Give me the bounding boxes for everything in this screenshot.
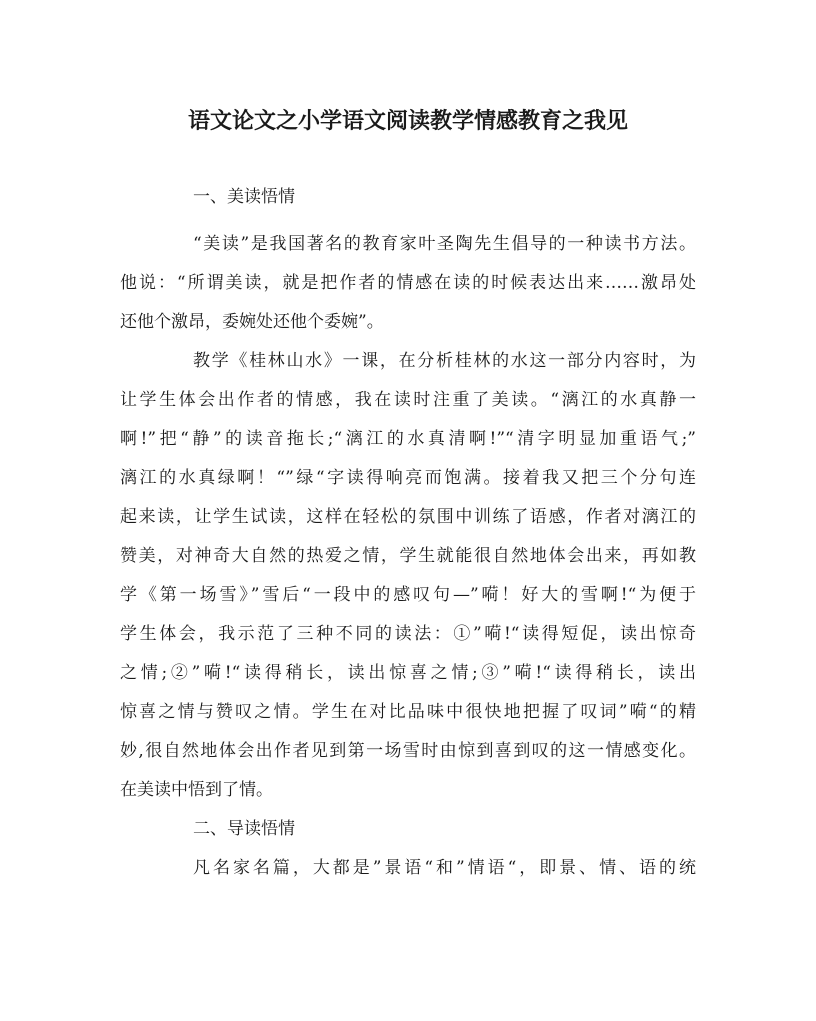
paragraph-line: 教学《桂林山水》一课，在分析桂林的水这一部分内容时，为 — [193, 351, 696, 371]
paragraph-line: 他说：“所谓美读，就是把作者的情感在读的时候表达出来……激昂处 — [120, 273, 696, 293]
section-heading: 一、美读悟情 — [193, 187, 295, 207]
paragraph-line: 妙,很自然地体会出作者见到第一场雪时由惊到喜到叹的这一情感变化。 — [120, 741, 696, 761]
paragraph-line: 赞美，对神奇大自然的热爱之情，学生就能很自然地体会出来，再如教 — [120, 546, 696, 566]
paragraph-line: 起来读，让学生试读，这样在轻松的氛围中训练了语感，作者对漓江的 — [120, 507, 696, 527]
paragraph-line: 学《第一场雪》”雪后“一段中的感叹句—”嗬！好大的雪啊!“为便于 — [120, 585, 696, 605]
paragraph-line: 漓江的水真绿啊！“”绿“字读得响亮而饱满。接着我又把三个分句连 — [120, 468, 696, 488]
paragraph-line: “美读”是我国著名的教育家叶圣陶先生倡导的一种读书方法。 — [193, 234, 696, 254]
paragraph-line: 惊喜之情与赞叹之情。学生在对比品味中很快地把握了叹词”嗬“的精 — [120, 702, 696, 722]
paragraph-line: 之情;②”嗬!“读得稍长，读出惊喜之情;③”嗬!“读得稍长，读出 — [120, 663, 696, 683]
document-title: 语文论文之小学语文阅读教学情感教育之我见 — [187, 108, 628, 134]
paragraph-line: 啊!”把“静”的读音拖长;“漓江的水真清啊!”“清字明显加重语气;” — [120, 429, 696, 449]
paragraph-line: 凡名家名篇，大都是”景语“和”情语“，即景、情、语的统 — [193, 858, 696, 878]
section-heading: 二、导读悟情 — [193, 819, 295, 839]
paragraph-line: 在美读中悟到了情。 — [120, 780, 273, 800]
paragraph-line: 学生体会，我示范了三种不同的读法：①”嗬!“读得短促，读出惊奇 — [120, 624, 696, 644]
paragraph-line: 还他个激昂，委婉处还他个委婉”。 — [120, 312, 384, 332]
paragraph-line: 让学生体会出作者的情感，我在读时注重了美读。“漓江的水真静一 — [120, 390, 696, 410]
